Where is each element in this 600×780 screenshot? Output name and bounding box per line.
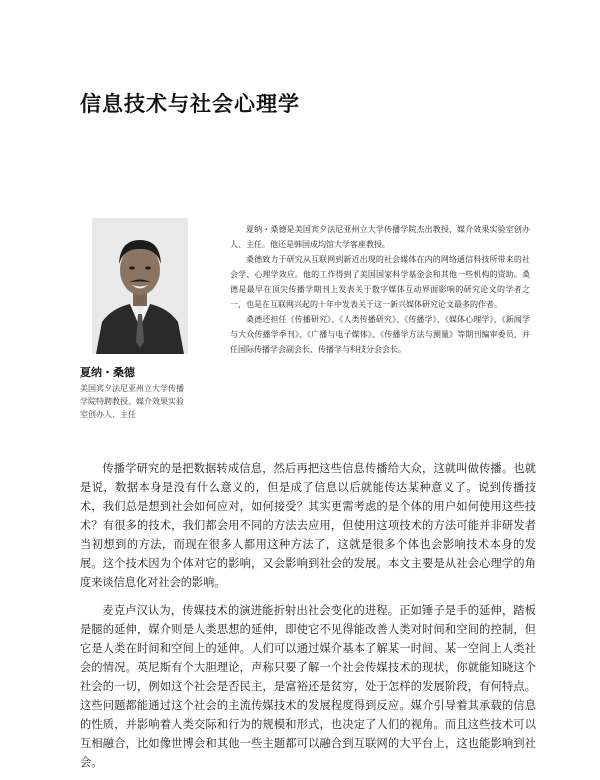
- bio-paragraph: 桑德致力于研究从互联网到新近出现的社会媒体在内的网络通信科技所带来的社会学、心理学效应。他的工作得到了美国国家科学基金会和其他一些机构的资助。桑德是最早在顶尖传播学期刊上发表关于数字媒体互动界面影响的研究论文的学者之一，也是在互联网兴起的十年中发表关于这一新兴媒体研究论文最多的作者。: [230, 255, 530, 309]
- author-affiliation: 美国宾夕法尼亚州立大学传播学院特聘教授、媒介效果实验室创办人、主任: [80, 384, 184, 419]
- body-paragraph: 传播学研究的是把数据转成信息，然后再把这些信息传播给大众，这就叫做传播。也就是说，数据本身是没有什么意义的，但是成了信息以后就能传达某种意义了。说到传播技术，我们总是想到社会如何应对，如何接受？其实更需考虑的是个体的用户如何使用这些技术？有很多的技术，我们都会用不同的方法去应用，但使用这项技术的方法可能并非研发者当初想到的方法，而现在很多人都用这种方法了，这就是很多个体也会影响技术本身的发展。这个技术因为个体对它的影响，又会影响到社会的发展。本文主要是从社会心理学的角度来谈信息化对社会的影响。: [80, 462, 536, 589]
- author-name: 夏纳・桑德: [80, 366, 135, 379]
- author-bio: [230, 222, 530, 357]
- author-portrait-icon: [92, 218, 188, 354]
- bio-paragraph: 桑德还担任《传播研究》、《人类传播研究》、《传播学》、《媒体心理学》、《新闻学与大众传播学季刊》、《广播与电子媒体》、《传播学方法与测量》等期刊编审委员，并任国际传播学会副会长、传播学与科技分会会长。: [230, 315, 530, 354]
- article-body: [80, 459, 536, 772]
- bio-paragraph: 夏纳・桑德是美国宾夕法尼亚州立大学传播学院杰出教授，媒介效果实验室创办人、主任。他还是韩国成均馆大学客座教授。: [230, 225, 530, 249]
- body-paragraph: 麦克卢汉认为，传媒技术的演进能折射出社会变化的进程。正如锤子是手的延伸，踏板是腿的延伸，媒介则是人类思想的延伸，即使它不见得能改善人类对时间和空间的控制，但它是人类在时间和空间上的延伸。人们可以通过媒介基本了解某一时间、某一空间上人类社会的情况。英尼斯有个大胆理论，声称只要了解一个社会传媒技术的现状，你就能知晓这个社会的一切，例如这个社会是否民主，是富裕还是贫穷，处于怎样的发展阶段，有何特点。这些问题都能通过这个社会的主流传媒技术的发展程度得到反应。媒介引导着其承载的信息的性质，并影响着人类交际和行为的规模和形式，也决定了人们的视角。而且这些技术可以互相融合，比如像世博会和其他一些主题都可以融合到互联网的大平台上，这也能影响到社会。: [80, 604, 536, 769]
- article-title: 信息技术与社会心理学: [80, 92, 300, 116]
